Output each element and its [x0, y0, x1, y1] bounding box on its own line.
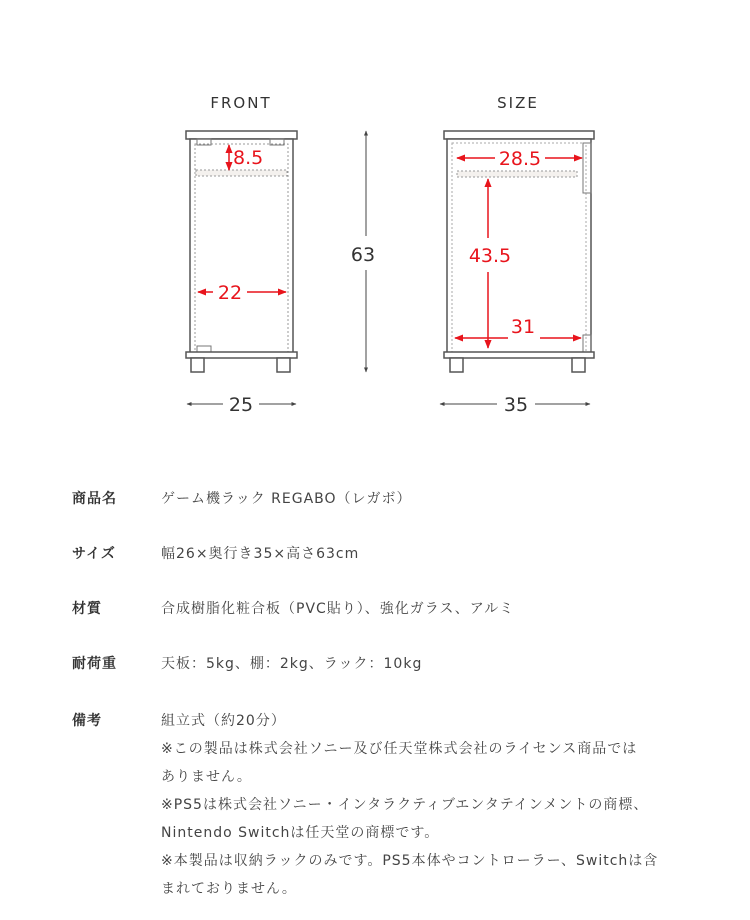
- spec-row-product-name: [72, 485, 412, 513]
- spec-row-size: [72, 540, 359, 568]
- side-inner-height-value: 43.5: [468, 245, 512, 267]
- spec-value: [161, 540, 359, 568]
- spec-value: [161, 707, 658, 903]
- side-inner-depth-value: 31: [510, 316, 536, 338]
- spec-value-line: ゲーム機ラック REGABO（レガボ）: [161, 491, 412, 507]
- spec-key: サイズ: [72, 546, 116, 562]
- spec-value: [161, 485, 412, 513]
- spec-key: 材質: [72, 601, 102, 617]
- front-outer-width-value: 25: [228, 394, 254, 416]
- spec-value: [161, 650, 422, 678]
- spec-key: 商品名: [72, 491, 117, 507]
- spec-value-line: 幅26×奥行き35×高さ63cm: [161, 546, 360, 562]
- spec-value-line: ※本製品は収納ラックのみです。PS5本体やコントローラー、Switchは含: [161, 853, 659, 869]
- spec-value: [161, 595, 514, 623]
- spec-row-material: [72, 595, 514, 623]
- spec-value-line: ※この製品は株式会社ソニー及び任天堂株式会社のライセンス商品では: [161, 741, 638, 757]
- spec-key: 備考: [72, 713, 102, 729]
- height-value: 63: [350, 244, 376, 266]
- dimension-diagram: [0, 0, 750, 440]
- spec-row-notes: [72, 707, 658, 903]
- front-label: FRONT: [210, 94, 272, 112]
- spec-value-line: 組立式（約20分）: [161, 713, 286, 729]
- front-inner-width-value: 22: [217, 282, 243, 304]
- spec-row-load-capacity: [72, 650, 422, 678]
- side-inner-width-value: 28.5: [498, 148, 542, 170]
- spec-key: 耐荷重: [72, 656, 117, 672]
- side-outer-depth-value: 35: [503, 394, 529, 416]
- spec-value-line: ※PS5は株式会社ソニー・インタラクティブエンタテインメントの商標、: [161, 797, 649, 813]
- spec-value-line: 合成樹脂化粧合板（PVC貼り）、強化ガラス、アルミ: [161, 601, 515, 617]
- spec-value-line: まれておりません。: [161, 881, 297, 897]
- spec-value-line: 天板：5kg、棚：2kg、ラック：10kg: [161, 656, 423, 672]
- spec-value-line: Nintendo Switchは任天堂の商標です。: [161, 825, 440, 841]
- front-top-gap-value: 8.5: [233, 147, 264, 169]
- size-label: SIZE: [497, 94, 539, 112]
- spec-value-line: ありません。: [161, 769, 252, 785]
